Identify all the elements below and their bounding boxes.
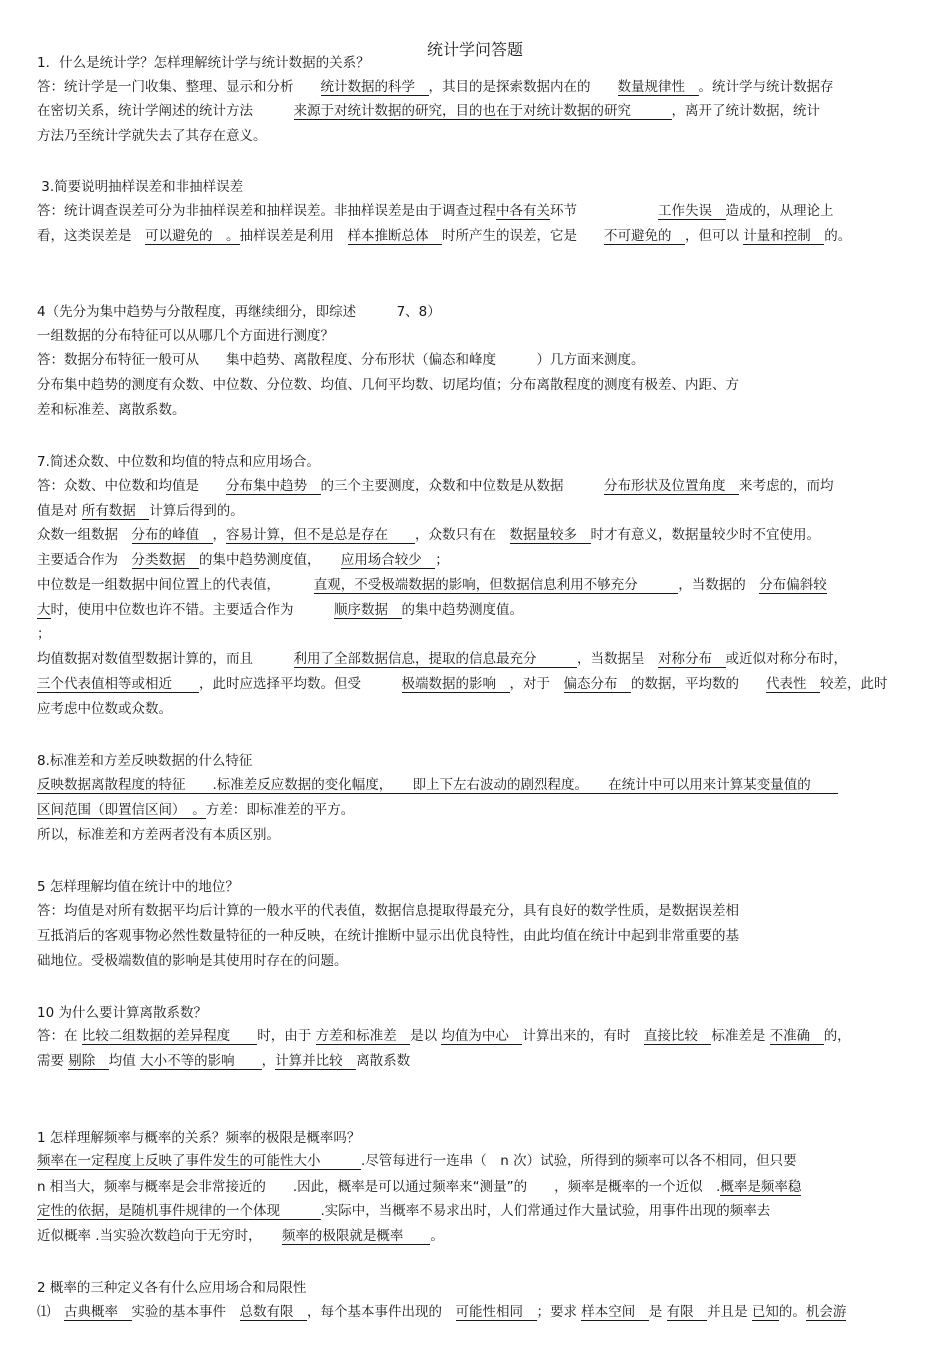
text-segment: 众数一组数据 xyxy=(37,527,132,543)
text-line xyxy=(37,1302,917,1322)
text-segment: ，当数据呈 xyxy=(577,651,658,667)
text-segment: 主要适合作为 xyxy=(37,552,132,568)
underlined-answer: 所有数据 xyxy=(81,503,150,519)
underlined-answer: 大小不等的影响 xyxy=(140,1053,262,1069)
text-segment: 时，由于 xyxy=(257,1028,316,1044)
text-segment: ，对于 xyxy=(509,676,564,692)
text-segment: 时才有意义，数据量较少时不宜使用。 xyxy=(590,527,820,543)
text-segment: 答：众数、中位数和均值是 xyxy=(37,478,226,494)
text-line xyxy=(37,452,917,472)
text-segment: 互抵消后的客观事物必然性数量特征的一种反映，在统计推断中显示出优良特性，由此均值在统计中起到非常重要的基 xyxy=(37,928,739,944)
text-line xyxy=(37,1128,917,1148)
text-line xyxy=(37,550,917,570)
text-segment: ， xyxy=(212,527,226,543)
text-segment: 一组数据的分布特征可以从哪几个方面进行测度？ xyxy=(37,328,334,344)
underlined-answer: 应用场合较少 xyxy=(340,552,436,568)
underlined-answer: 样本推断总体 xyxy=(347,228,442,244)
text-segment: 所以，标准差和方差两者没有本质区别。 xyxy=(37,827,280,843)
text-segment: 并且是 xyxy=(707,1304,752,1320)
text-line xyxy=(37,699,917,719)
text-line xyxy=(37,1226,917,1246)
text-segment: 础地位。受极端数值的影响是其使用时存在的问题。 xyxy=(37,953,348,969)
text-segment: ； xyxy=(435,552,449,568)
underlined-answer: 有限 xyxy=(666,1304,708,1320)
text-line xyxy=(37,77,917,97)
text-line xyxy=(37,476,917,496)
text-segment: ；要求 xyxy=(536,1304,582,1320)
text-segment: ，此时应选择平均数。但受 xyxy=(199,676,402,692)
text-segment: 需要 xyxy=(37,1053,69,1069)
text-segment: 方法乃至统计学就失去了其存在意义。 xyxy=(37,128,267,144)
underlined-answer: 均值为中心 xyxy=(441,1028,523,1044)
text-line xyxy=(37,501,917,521)
underlined-answer: 区间范围（即置信区间） 。 xyxy=(37,802,206,818)
text-line xyxy=(37,101,917,121)
text-segment: 的数据，平均数的 xyxy=(631,676,766,692)
underlined-answer: 概率是频率稳 xyxy=(720,1179,802,1195)
underlined-answer: 方差和标准差 xyxy=(315,1028,411,1044)
underlined-answer: 工作失误 xyxy=(658,203,726,219)
underlined-answer: 计量和控制 xyxy=(743,228,825,244)
underlined-answer: 定性的依据，是随机事件规律的一个体现 xyxy=(37,1203,321,1219)
text-line xyxy=(37,825,917,845)
text-line xyxy=(37,1026,917,1046)
text-line xyxy=(37,375,917,395)
text-line xyxy=(37,53,917,73)
text-segment: ，众数只有在 xyxy=(415,527,510,543)
underlined-answer: 总数有限 xyxy=(239,1304,307,1320)
text-segment: 的集中趋势测度值。 xyxy=(401,602,523,618)
text-segment: 应考虑中位数或众数。 xyxy=(37,701,172,717)
text-line xyxy=(37,226,917,246)
text-segment: 来考虑的，而均 xyxy=(739,478,834,494)
text-line xyxy=(37,901,917,921)
text-segment: 环节 xyxy=(550,203,658,219)
text-line xyxy=(37,350,917,370)
document-title: 统计学问答题 xyxy=(426,40,523,59)
text-line xyxy=(37,600,917,620)
text-segment: 抽样误差是利用 xyxy=(239,228,348,244)
underlined-answer: 分布集中趋势 xyxy=(226,478,321,494)
text-segment: 8.标准差和方差反映数据的什么特征 xyxy=(37,753,253,769)
underlined-answer: 利用了全部数据信息，提取的信息最充分 xyxy=(293,651,577,667)
text-segment: 方差：即标准差的平方。 xyxy=(205,802,355,818)
underlined-answer: 剔除 xyxy=(68,1053,109,1069)
text-line xyxy=(37,1051,917,1071)
text-segment: ，每个基本事件出现的 xyxy=(307,1304,456,1320)
text-segment: 中位数是一组数据中间位置上的代表值， xyxy=(37,577,314,593)
underlined-answer: 分布偏斜较 xyxy=(759,577,827,593)
underlined-answer: 不准确 xyxy=(769,1028,824,1044)
text-line xyxy=(37,126,917,146)
text-segment: ，但可以 xyxy=(685,228,744,244)
text-line xyxy=(37,951,917,971)
text-line xyxy=(37,575,917,595)
text-segment: 均值数据对数值型数据计算的，而且 xyxy=(37,651,294,667)
underlined-answer: 统计数据的科学 xyxy=(320,79,429,95)
text-line xyxy=(37,1278,917,1298)
underlined-answer: 分类数据 xyxy=(131,552,199,568)
text-segment: 4（先分为集中趋势与分散程度，再继续细分，即综述 7、8） xyxy=(37,304,441,320)
text-line xyxy=(37,674,917,694)
text-line xyxy=(37,1003,917,1023)
text-segment: 计算后得到的。 xyxy=(149,503,244,519)
underlined-answer: 极端数据的影响 xyxy=(401,676,510,692)
text-line xyxy=(37,201,917,221)
text-segment: 10 为什么要计算离散系数？ xyxy=(37,1005,207,1021)
text-segment: 较差，此时 xyxy=(820,676,888,692)
underlined-answer: 偏态分布 xyxy=(563,676,631,692)
text-segment: 近似概率 .当实验次数趋向于无穷时， xyxy=(37,1228,282,1244)
text-segment: 答：均值是对所有数据平均后计算的一般水平的代表值，数据信息提取得最充分，具有良好的数学性质，是数据误差相 xyxy=(37,903,739,919)
text-segment: ， xyxy=(261,1053,276,1069)
text-line xyxy=(37,326,917,346)
underlined-answer: 频率在一定程度上反映了事件发生的可能性大小 xyxy=(37,1153,361,1169)
text-segment: 。统计学与统计数据存 xyxy=(698,79,834,95)
underlined-answer: 对称分布 xyxy=(658,651,726,667)
underlined-answer: 直接比较 xyxy=(643,1028,712,1044)
underlined-answer: 可能性相同 xyxy=(455,1304,537,1320)
underlined-answer: 顺序数据 xyxy=(334,602,402,618)
text-segment: 的集中趋势测度值， xyxy=(199,552,341,568)
text-segment: 的三个主要测度，众数和中位数是从数据 xyxy=(320,478,604,494)
text-segment: .尽管每进行一连串（ n 次）试验，所得到的频率可以各不相同，但只要 xyxy=(361,1153,797,1169)
text-line xyxy=(37,926,917,946)
text-line xyxy=(37,800,917,820)
text-segment: ，当数据的 xyxy=(678,577,760,593)
text-segment: 离散系数 xyxy=(356,1053,411,1069)
text-segment: ，离开了统计数据，统计 xyxy=(671,103,820,119)
underlined-answer: 样本空间 xyxy=(581,1304,649,1320)
underlined-answer: 反映数据离散程度的特征 .标准差反应数据的变化幅度， 即上下左右波动的剧烈程度。 在统计中可以用来计算某变量值的 xyxy=(37,777,838,793)
text-segment: 在密切关系，统计学阐述的统计方法 xyxy=(37,103,294,119)
underlined-answer: 频率的极限就是概率 xyxy=(281,1228,431,1244)
text-line xyxy=(37,1151,917,1171)
text-segment: 是以 xyxy=(410,1028,442,1044)
text-segment: 1．什么是统计学？怎样理解统计学与统计数据的关系？ xyxy=(37,55,370,71)
text-line xyxy=(37,525,917,545)
underlined-answer: 直观，不受极端数据的影响，但数据信息利用不够充分 xyxy=(313,577,679,593)
underlined-answer: 分布形状及位置角度 xyxy=(604,478,739,494)
text-segment: 1 怎样理解频率与概率的关系？频率的极限是概率吗？ xyxy=(37,1130,361,1146)
text-line xyxy=(37,624,917,644)
underlined-answer: 可以避免的 。 xyxy=(145,228,240,244)
text-line xyxy=(37,177,917,197)
text-segment: 标准差是 xyxy=(711,1028,770,1044)
text-segment: .实际中，当概率不易求出时，人们常通过作大量试验，用事件出现的频率去 xyxy=(320,1203,771,1219)
text-segment: 均值 xyxy=(108,1053,141,1069)
text-segment: ，其目的是探索数据内在的 xyxy=(428,79,618,95)
underlined-answer: 分布的峰值 xyxy=(131,527,213,543)
underlined-answer: 数量规律性 xyxy=(617,79,699,95)
text-segment: 2 概率的三种定义各有什么应用场合和局限性 xyxy=(37,1280,307,1296)
text-segment: 答：统计学是一门收集、整理、显示和分析 xyxy=(37,79,321,95)
underlined-answer: 数据量较多 xyxy=(509,527,591,543)
underlined-answer: 已知 xyxy=(751,1304,779,1320)
text-segment: 差和标准差、离散系数。 xyxy=(37,402,186,418)
text-segment: ； xyxy=(37,626,51,642)
text-segment: 。 xyxy=(430,1228,444,1244)
underlined-answer: 代表性 xyxy=(766,676,820,692)
underlined-answer: 三个代表值相等或相近 xyxy=(37,676,199,692)
underlined-answer: 比较二组数据的差异程度 xyxy=(81,1028,258,1044)
text-segment: 计算出来的，有时 xyxy=(522,1028,644,1044)
underlined-answer: 计算并比较 xyxy=(275,1053,357,1069)
text-line xyxy=(37,1177,917,1197)
underlined-answer: 古典概率 xyxy=(64,1304,132,1320)
text-line xyxy=(37,751,917,771)
text-segment: 是 xyxy=(648,1304,667,1320)
text-segment: 7.简述众数、中位数和均值的特点和应用场合。 xyxy=(37,454,320,470)
text-segment: 的， xyxy=(823,1028,851,1044)
text-segment: 看，这类误差是 xyxy=(37,228,145,244)
text-segment: 3.简要说明抽样误差和非抽样误差 xyxy=(37,179,244,195)
text-segment: 时，使用中位数也许不错。主要适合作为 xyxy=(50,602,334,618)
text-line xyxy=(37,1201,917,1221)
underlined-answer: 大 xyxy=(37,602,51,618)
text-line xyxy=(37,877,917,897)
text-line xyxy=(37,302,917,322)
text-segment: n 相当大，频率与概率是会非常接近的 .因此，概率是可以通过频率来“测量”的 ，频率是概率的一个近似 . xyxy=(37,1179,721,1195)
text-segment: 实验的基本事件 xyxy=(131,1304,240,1320)
text-line xyxy=(37,649,917,669)
text-segment: 5 怎样理解均值在统计中的地位？ xyxy=(37,879,239,895)
text-segment: 时所产生的误差，它是 xyxy=(442,228,604,244)
text-segment: 或近似对称分布时， xyxy=(725,651,847,667)
text-segment: 答：在 xyxy=(37,1028,82,1044)
underlined-answer: 中各有关 xyxy=(496,203,550,219)
underlined-answer: 容易计算，但不是总是存在 xyxy=(226,527,415,543)
text-segment: 造成的，从理论上 xyxy=(725,203,834,219)
text-line xyxy=(37,400,917,420)
text-segment: ⑴ xyxy=(37,1304,64,1320)
text-segment: 的。 xyxy=(824,228,852,244)
underlined-answer: 不可避免的 xyxy=(604,228,685,244)
underlined-answer: 机会游 xyxy=(805,1304,847,1320)
text-segment: 答：数据分布特征一般可从 集中趋势、离散程度、分布形状（偏态和峰度 ）几方面来测度。 xyxy=(37,352,645,368)
underlined-answer: 来源于对统计数据的研究，目的也在于对统计数据的研究 xyxy=(293,103,672,119)
text-segment: 的。 xyxy=(778,1304,806,1320)
text-segment: 分布集中趋势的测度有众数、中位数、分位数、均值、几何平均数、切尾均值；分布离散程度的测度有极差、内距、方 xyxy=(37,377,739,393)
text-line xyxy=(37,775,917,795)
text-segment: 值是对 xyxy=(37,503,82,519)
text-segment: 答：统计调查误差可分为非抽样误差和抽样误差。非抽样误差是由于调查过程 xyxy=(37,203,496,219)
